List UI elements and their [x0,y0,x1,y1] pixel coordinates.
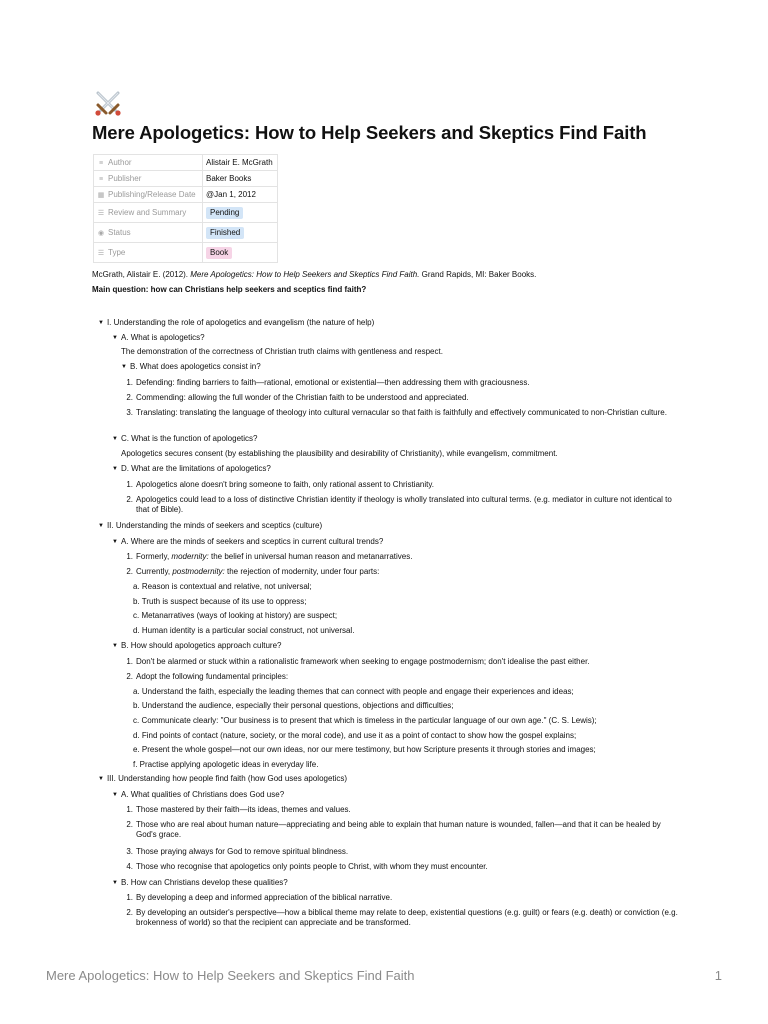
property-name [94,187,203,203]
property-name [94,203,203,223]
item-number: 1. [126,657,133,666]
item-text: d. Human identity is a particular social construct, not universal. [133,626,355,635]
toggle-triangle-icon[interactable]: ▼ [121,364,127,370]
property-value-cell[interactable] [203,171,278,187]
item-text: Defending: finding barriers to faith—rational, emotional or existential—then addressing them with graciousness. [136,378,530,387]
property-tag: Book [206,247,232,259]
sub-item [133,626,354,636]
sub-item [133,745,596,755]
toggle-heading[interactable] [112,434,257,444]
numbered-item [121,480,434,490]
page-title: Mere Apologetics: How to Help Seekers and Skeptics Find Faith [92,122,647,143]
item-text: c. Communicate clearly: "Our business is to present that which is timeless in the particular language of our own age." (C. S. Lewis); [133,716,597,725]
text-lines-icon: ≡ [98,160,104,167]
item-text: D. What are the limitations of apologetics? [120,464,271,473]
property-value: @Jan 1, 2012 [206,190,256,199]
property-value-cell[interactable] [203,243,278,263]
item-number: 2. [126,495,133,504]
toggle-heading[interactable] [98,318,374,328]
citation: McGrath, Alistair E. (2012). Mere Apologetics: How to Help Seekers and Skeptics Find Faith. Grand Rapids, MI: Baker Books. [92,270,537,279]
item-number: 3. [126,847,133,856]
toggle-heading[interactable] [112,333,205,343]
property-name [94,223,203,243]
toggle-heading[interactable] [112,464,271,474]
property-label: Publisher [108,174,142,183]
property-tag: Finished [206,227,244,239]
item-text: Apologetics secures consent (by establishing the plausibility and desirability of Christianity), while evangelism, commitment. [121,449,558,458]
property-value-cell[interactable] [203,203,278,223]
item-text: B. How should apologetics approach culture? [120,641,282,650]
toggle-triangle-icon[interactable]: ▼ [98,320,104,326]
property-label: Author [108,158,132,167]
item-number: 2. [126,672,133,681]
item-text: The demonstration of the correctness of Christian truth claims with gentleness and respect. [121,347,443,356]
toggle-heading[interactable] [112,790,284,800]
item-text: Those praying always for God to remove spiritual blindness. [136,847,349,856]
item-number: 4. [126,862,133,871]
item-emphasis: modernity: [171,552,209,561]
property-row [94,171,278,187]
property-tag: Pending [206,207,243,219]
numbered-item [121,378,530,388]
item-number: 1. [126,805,133,814]
footer-page-number: 1 [714,968,722,983]
main-question: Main question: how can Christians help seekers and sceptics find faith? [92,285,367,294]
property-label: Publishing/Release Date [108,190,196,199]
toggle-triangle-icon[interactable]: ▼ [112,335,118,341]
numbered-item [121,805,351,815]
property-row [94,187,278,203]
item-number: 1. [126,480,133,489]
item-number: 2. [126,908,133,917]
numbered-item [121,495,683,515]
property-value: Alistair E. McGrath [206,158,273,167]
toggle-heading[interactable] [112,878,288,888]
toggle-triangle-icon[interactable]: ▼ [98,776,104,782]
item-number: 2. [126,567,133,576]
text-lines-icon: ≡ [98,176,104,183]
paragraph [121,449,558,459]
item-text: By developing a deep and informed appreciation of the biblical narrative. [136,893,393,902]
toggle-triangle-icon[interactable]: ▼ [112,643,118,649]
paragraph [121,347,443,357]
item-text: Apologetics could lead to a loss of distinctive Christian identity if theology is wholly translated into cultural terms. (e.g. mediator in culture not identical to that of Bible). [136,495,672,514]
item-text: Commending: allowing the full wonder of the Christian faith to be understood and appreciated. [136,393,469,402]
item-text: Translating: translating the language of theology into cultural vernacular so that faith is faithfully and effectively communicated to non-Christian culture. [136,408,667,417]
sub-item [133,582,312,592]
toggle-heading[interactable] [98,774,347,784]
item-text: Those who are real about human nature—appreciating and being able to explain that human nature is wounded, fallen—and that it can be healed by God's grace. [136,820,661,839]
item-text: d. Find points of contact (nature, society, or the moral code), and use it as a point of contact to show how the gospel explains; [133,731,577,740]
crossed-swords-icon [93,88,123,118]
sub-item [133,731,576,741]
item-number: 3. [126,408,133,417]
numbered-item [121,408,683,418]
toggle-triangle-icon[interactable]: ▼ [112,436,118,442]
toggle-triangle-icon[interactable]: ▼ [112,792,118,798]
item-text: e. Present the whole gospel—not our own ideas, nor our mere testimony, but how Scripture presents it through stories and images; [133,745,596,754]
property-value-cell[interactable] [203,223,278,243]
sub-item [133,687,574,697]
property-name [94,171,203,187]
sub-item [133,701,454,711]
properties-table [93,154,278,263]
numbered-item [121,847,348,857]
item-text: A. What qualities of Christians does God use? [120,790,285,799]
item-number: 1. [126,378,133,387]
numbered-item [121,672,288,682]
page-content [92,88,692,295]
item-text: the belief in universal human reason and metanarratives. [208,552,413,561]
property-row [94,155,278,171]
item-text: II. Understanding the minds of seekers and sceptics (culture) [106,521,323,530]
numbered-item [121,552,412,562]
item-text: c. Metanarratives (ways of looking at history) are suspect; [133,611,338,620]
toggle-heading[interactable] [112,641,282,651]
item-text: a. Understand the faith, especially the leading themes that can connect with people and engage their experiences and ideas; [133,687,574,696]
property-row [94,203,278,223]
list-icon: ☰ [97,210,105,217]
item-text: III. Understanding how people find faith (how God uses apologetics) [106,774,348,783]
item-text: A. What is apologetics? [120,333,205,342]
numbered-item [121,393,469,403]
item-text: By developing an outsider's perspective—how a biblical theme may relate to deep, existential questions (e.g. guilt) or fears (e.g. death) or conviction (e.g. brokenness of world) so that the recipient can appreciate and be transformed. [136,908,678,927]
sub-item [133,597,306,607]
item-text: b. Truth is suspect because of its use to oppress; [133,597,307,606]
property-name [94,155,203,171]
numbered-item [121,893,392,903]
sub-item [133,716,597,726]
numbered-item [121,908,683,928]
item-emphasis: postmodernity: [172,567,225,576]
numbered-item [121,567,379,577]
item-text: a. Reason is contextual and relative, not universal; [133,582,312,591]
item-text: Those who recognise that apologetics only points people to Christ, with whom they must encounter. [136,862,488,871]
item-text: f. Practise applying apologetic ideas in everyday life. [133,760,319,769]
item-text: Don't be alarmed or stuck within a rationalistic framework when seeking to engage postmodernism; don't idealise the past either. [136,657,590,666]
item-text: Formerly, [136,552,172,561]
list-icon: ☰ [97,250,105,257]
item-text: B. What does apologetics consist in? [129,362,261,371]
property-label: Type [108,248,126,257]
numbered-item [121,862,488,872]
numbered-item [121,657,590,667]
property-value: Baker Books [206,174,252,183]
item-text: b. Understand the audience, especially their personal questions, objections and difficulties; [133,701,454,710]
toggle-heading[interactable] [121,362,261,372]
property-value-cell[interactable] [203,155,278,171]
property-row [94,223,278,243]
calendar-icon: ▦ [97,192,105,199]
item-text: Adopt the following fundamental principles: [136,672,289,681]
toggle-heading[interactable] [98,521,322,531]
footer-title: Mere Apologetics: How to Help Seekers and Skeptics Find Faith [46,968,415,983]
property-value-cell[interactable] [203,187,278,203]
toggle-triangle-icon[interactable]: ▼ [112,880,118,886]
sub-item [133,760,318,770]
item-number: 1. [126,893,133,902]
item-text: B. How can Christians develop these qualities? [120,878,288,887]
numbered-item [121,820,683,840]
toggle-heading[interactable] [112,537,383,547]
item-text: A. Where are the minds of seekers and sceptics in current cultural trends? [120,537,384,546]
item-text: the rejection of modernity, under four parts: [224,567,380,576]
property-row [94,243,278,263]
item-text: Currently, [136,567,173,576]
item-number: 2. [126,820,133,829]
toggle-triangle-icon[interactable]: ▼ [98,523,104,529]
toggle-triangle-icon[interactable]: ▼ [112,539,118,545]
item-text: Those mastered by their faith—its ideas, themes and values. [136,805,351,814]
item-text: Apologetics alone doesn't bring someone to faith, only rational assent to Christianity. [136,480,434,489]
status-icon: ◉ [97,230,105,237]
item-number: 2. [126,393,133,402]
item-text: I. Understanding the role of apologetics and evangelism (the nature of help) [106,318,375,327]
sub-item [133,611,337,621]
property-label: Status [108,228,131,237]
property-name [94,243,203,263]
item-number: 1. [126,552,133,561]
toggle-triangle-icon[interactable]: ▼ [112,466,118,472]
item-text: C. What is the function of apologetics? [120,434,258,443]
property-label: Review and Summary [108,208,187,217]
